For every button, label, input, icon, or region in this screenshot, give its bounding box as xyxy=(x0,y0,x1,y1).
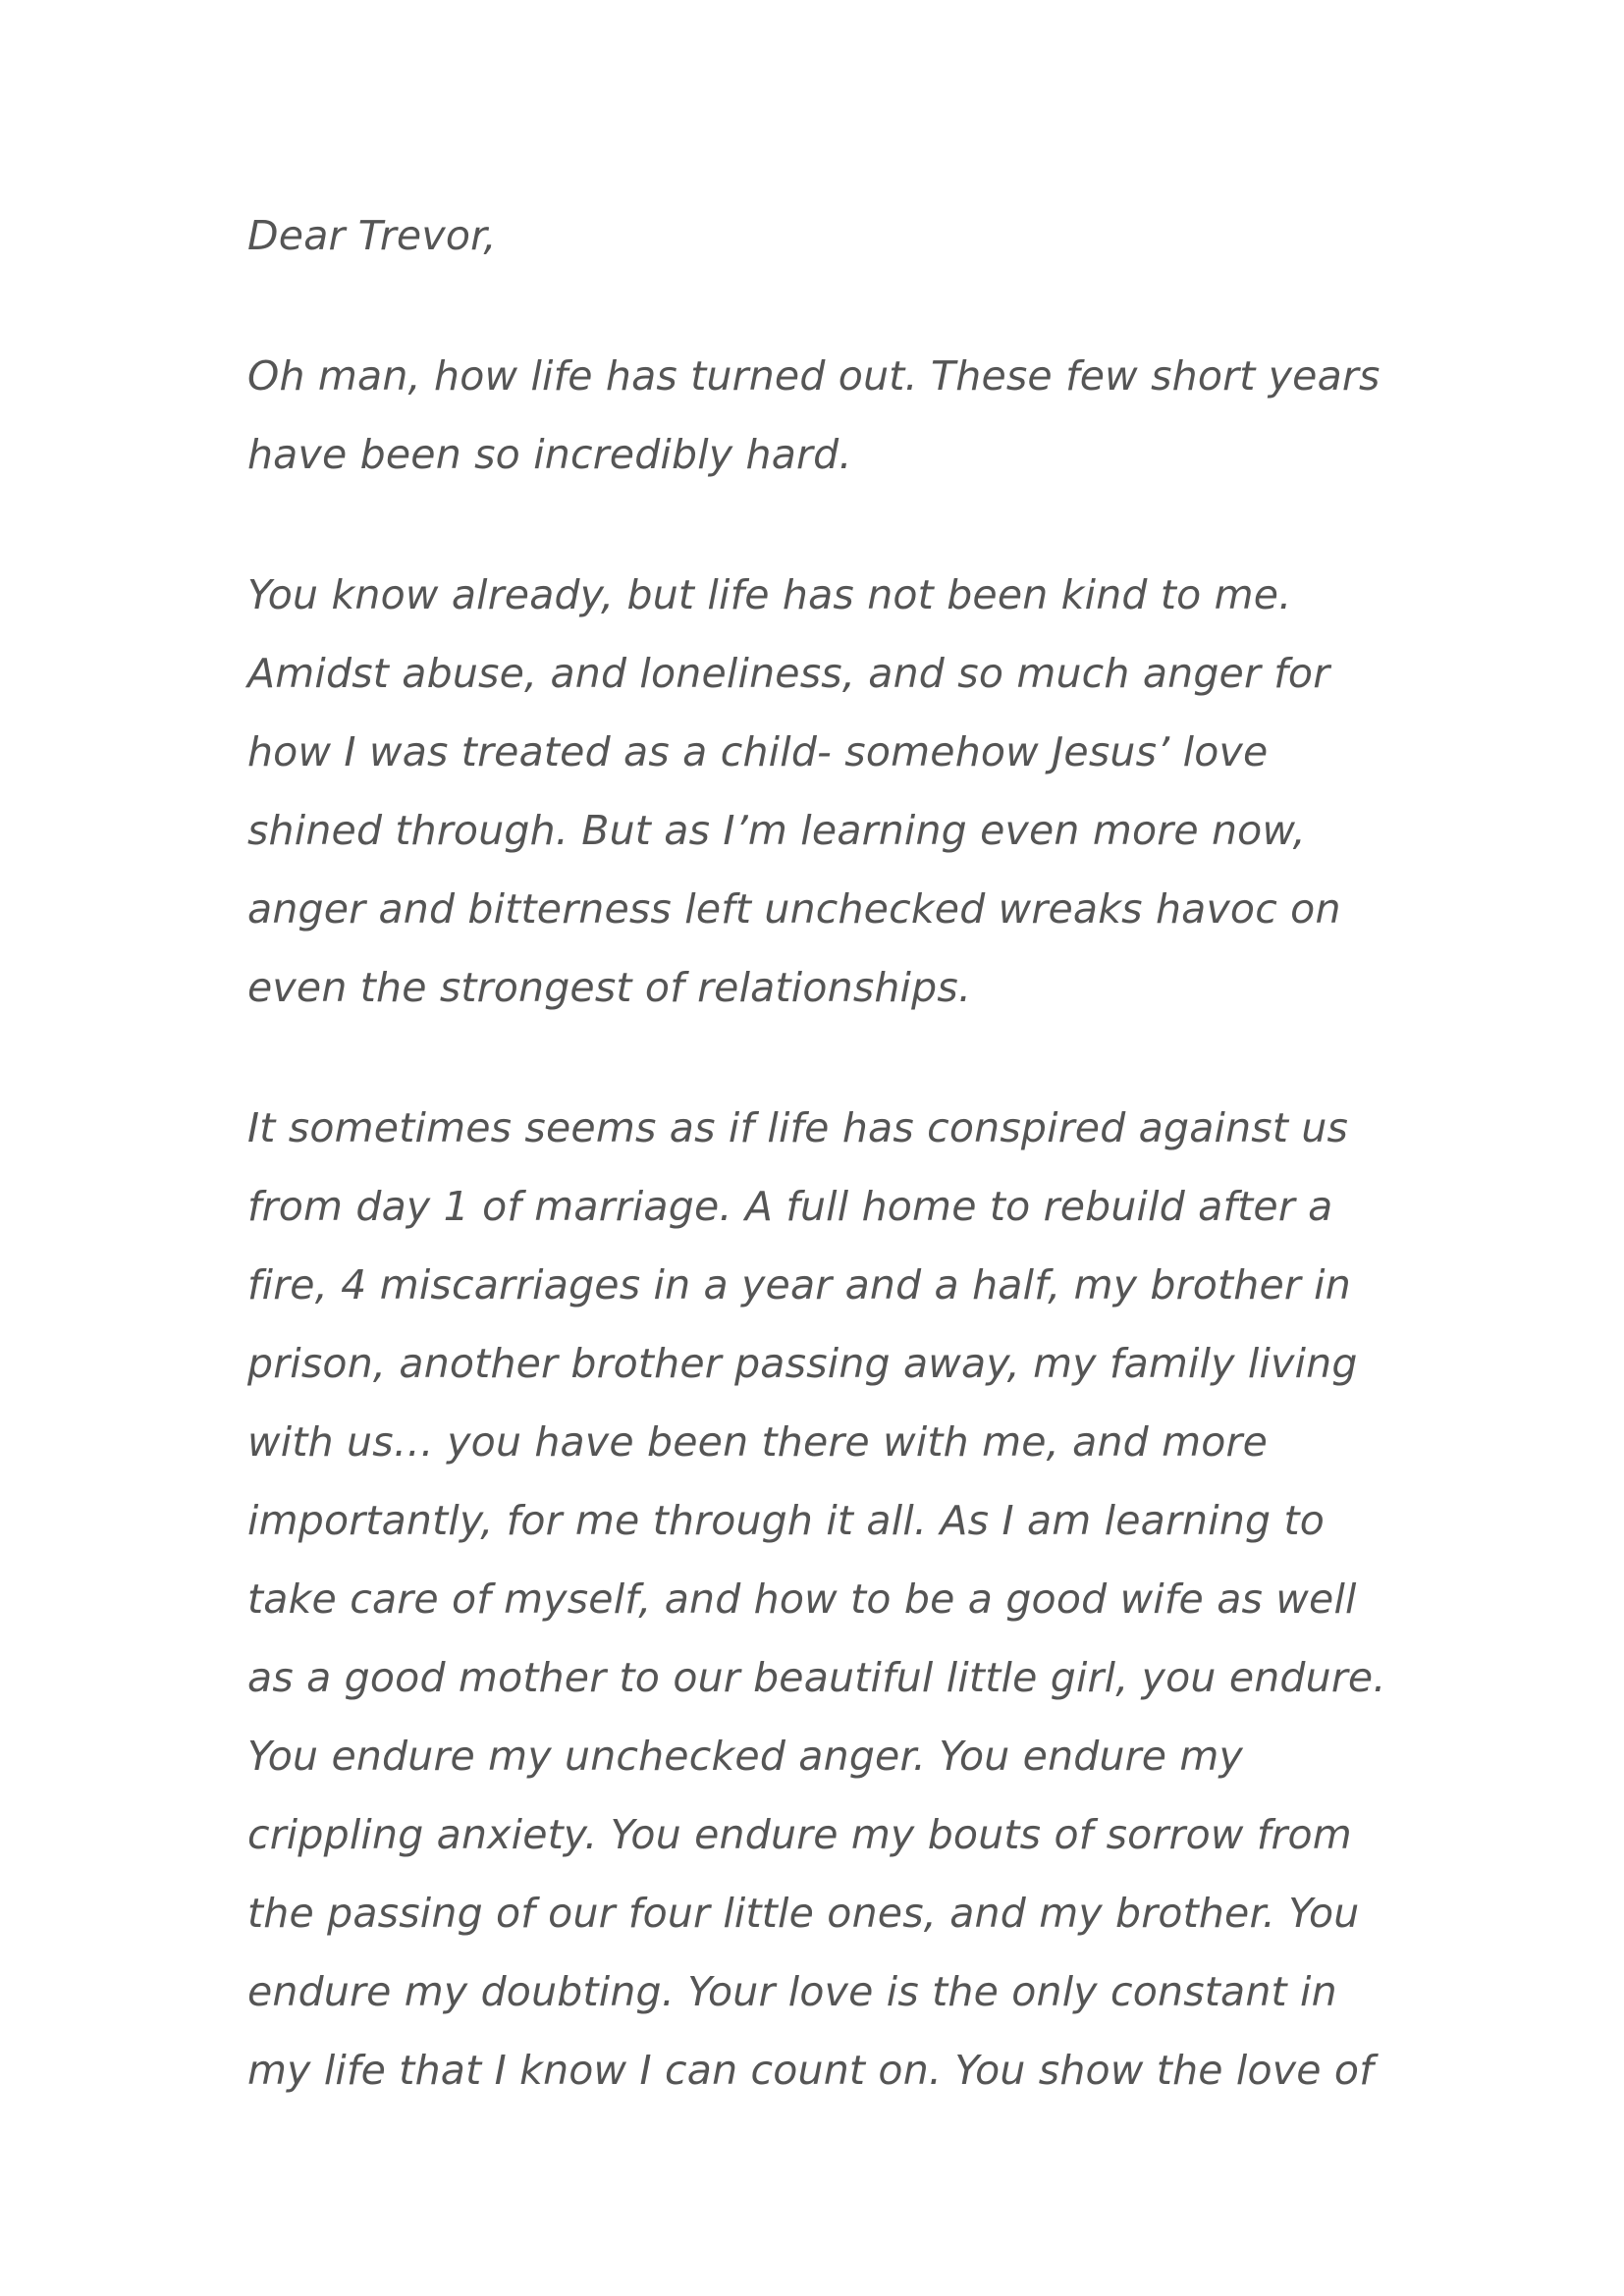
paragraph-2-line: even the strongest of relationships. xyxy=(247,964,972,1011)
paragraph-2-line: shined through. But as I’m learning even more now, xyxy=(247,807,1306,854)
paragraph-3-line: It sometimes seems as if life has conspired against us xyxy=(247,1104,1349,1151)
paragraph-2-line: You know already, but life has not been kind to me. xyxy=(247,571,1292,618)
paragraph-2-line: Amidst abuse, and loneliness, and so much anger for xyxy=(247,650,1330,697)
paragraph-3-line: my life that I know I can count on. You show the love of xyxy=(247,2047,1374,2094)
paragraph-3-line: endure my doubting. Your love is the only constant in xyxy=(247,1968,1337,2015)
paragraph-1-line: have been so incredibly hard. xyxy=(247,431,852,478)
paragraph-2-line: anger and bitterness left unchecked wreaks havoc on xyxy=(247,885,1341,933)
paragraph-3-line: importantly, for me through it all. As I am learning to xyxy=(247,1497,1326,1544)
paragraph-2-line: how I was treated as a child- somehow Jesus’ love xyxy=(247,728,1269,775)
paragraph-3-line: with us… you have been there with me, and more xyxy=(247,1418,1269,1466)
paragraph-3-line: You endure my unchecked anger. You endure my xyxy=(247,1733,1244,1780)
paragraph-3-line: prison, another brother passing away, my family living xyxy=(247,1340,1358,1387)
paragraph-3-line: the passing of our four little ones, and my brother. You xyxy=(247,1890,1360,1937)
greeting: Dear Trevor, xyxy=(247,212,497,259)
paragraph-3-line: take care of myself, and how to be a good wife as well xyxy=(247,1575,1357,1623)
paragraph-3-line: as a good mother to our beautiful little girl, you endure. xyxy=(247,1654,1386,1701)
paragraph-3-line: from day 1 of marriage. A full home to rebuild after a xyxy=(247,1183,1333,1230)
paragraph-3-line: crippling anxiety. You endure my bouts of sorrow from xyxy=(247,1811,1352,1858)
paragraph-1-line: Oh man, how life has turned out. These few short years xyxy=(247,352,1380,400)
paragraph-3-line: fire, 4 miscarriages in a year and a half, my brother in xyxy=(247,1261,1351,1308)
